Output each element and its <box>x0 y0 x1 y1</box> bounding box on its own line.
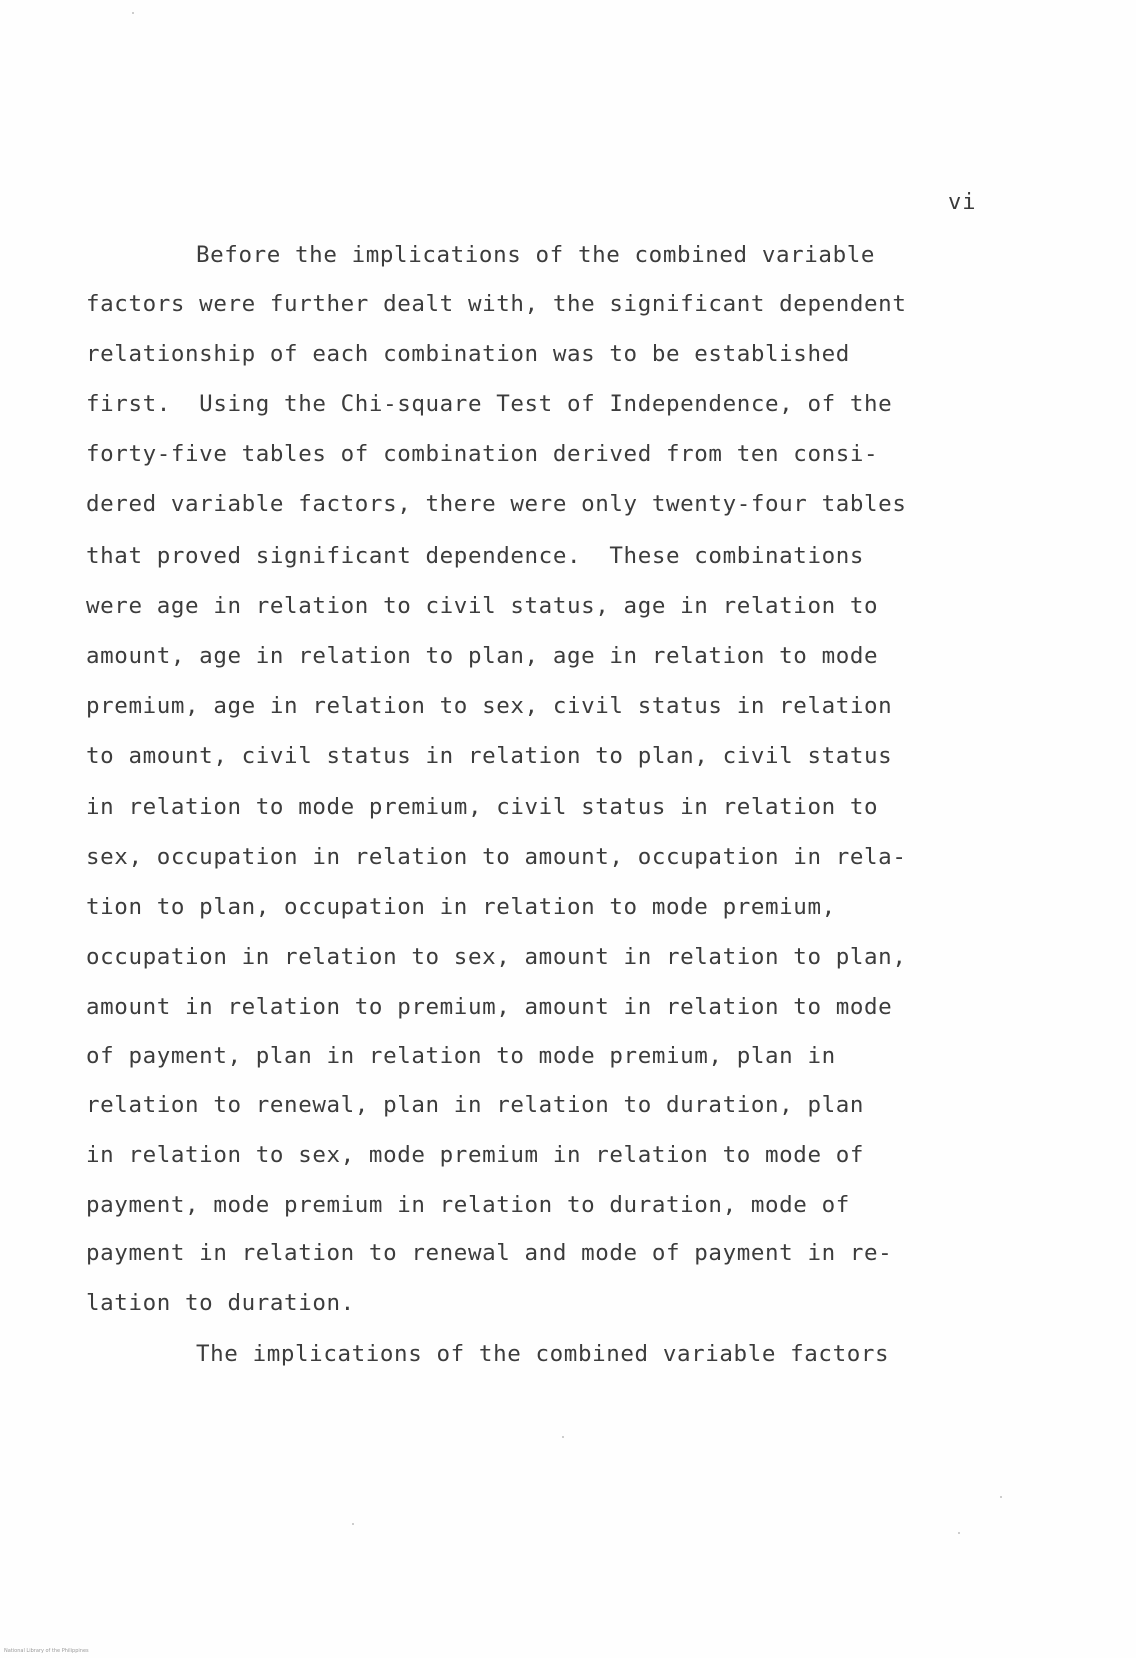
paragraph-line: relationship of each combination was to be established <box>86 341 850 367</box>
paragraph-line: payment in relation to renewal and mode of payment in re- <box>86 1240 893 1266</box>
paragraph-line: factors were further dealt with, the significant dependent <box>86 291 907 317</box>
paragraph-line: to amount, civil status in relation to plan, civil status <box>86 743 893 769</box>
paragraph-line: premium, age in relation to sex, civil status in relation <box>86 693 893 719</box>
paragraph-line: first. Using the Chi-square Test of Independence, of the <box>86 391 893 417</box>
scan-footer-note: National Library of the Philippines <box>4 1648 89 1654</box>
paragraph-line: amount in relation to premium, amount in relation to mode <box>86 994 893 1020</box>
paragraph-line: payment, mode premium in relation to duration, mode of <box>86 1192 850 1218</box>
scan-speck <box>132 12 134 14</box>
paragraph-line: tion to plan, occupation in relation to mode premium, <box>86 894 836 920</box>
scan-speck <box>352 1523 354 1525</box>
paragraph-line: sex, occupation in relation to amount, occupation in rela- <box>86 844 907 870</box>
page-number: vi <box>948 190 977 215</box>
paragraph-line: in relation to sex, mode premium in relation to mode of <box>86 1142 865 1168</box>
paragraph-line: occupation in relation to sex, amount in relation to plan, <box>86 944 907 970</box>
paragraph-line: Before the implications of the combined variable <box>196 242 876 268</box>
paragraph-line: that proved significant dependence. These combinations <box>86 543 865 569</box>
paragraph-line: in relation to mode premium, civil status in relation to <box>86 794 879 820</box>
scan-speck <box>562 1436 564 1438</box>
paragraph-line: dered variable factors, there were only twenty-four tables <box>86 491 907 517</box>
scan-speck <box>1000 1496 1002 1498</box>
paragraph-line: The implications of the combined variable factors <box>196 1341 890 1367</box>
paragraph-line: forty-five tables of combination derived from ten consi- <box>86 441 879 467</box>
paragraph-line: lation to duration. <box>86 1290 355 1316</box>
paragraph-line: amount, age in relation to plan, age in relation to mode <box>86 643 879 669</box>
scan-speck <box>958 1532 960 1534</box>
paragraph-line: relation to renewal, plan in relation to duration, plan <box>86 1092 865 1118</box>
paragraph-line: of payment, plan in relation to mode premium, plan in <box>86 1043 836 1069</box>
paragraph-line: were age in relation to civil status, age in relation to <box>86 593 879 619</box>
